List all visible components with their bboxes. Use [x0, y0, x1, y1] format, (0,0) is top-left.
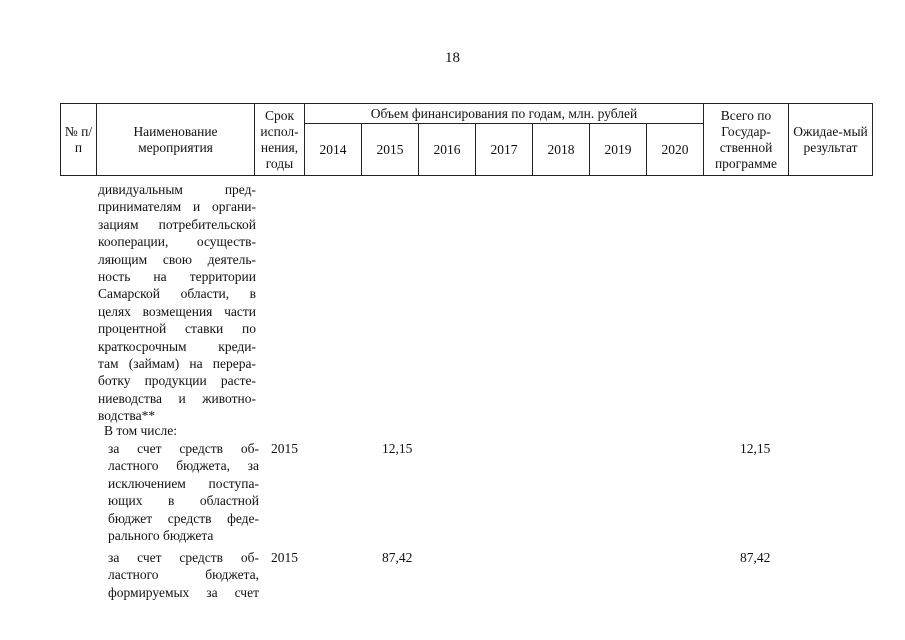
table-header: [60, 103, 873, 176]
row-2-year: 2015: [271, 550, 298, 565]
row-1-description: за счет средств об- ластного бюджета, за исключением поступа- ющих в областной бюджет средств феде- рального бюджета: [108, 441, 259, 544]
header-year: 2018: [533, 124, 590, 176]
row-1-year: 2015: [271, 441, 298, 456]
activity-description: дивидуальным пред- принимателям и органи- зациям потребительской кооперации, осуществ- ляющим свою деятель- ность на территории Самарской области, в целях возмещения части процентной ставки по краткосрочным креди- там (займам) на перера- ботку продукции расте- ниеводства и животно- водства**: [98, 182, 256, 424]
row-1-total: 12,15: [740, 441, 771, 456]
header-year: 2017: [476, 124, 533, 176]
row-1-value-2015: 12,15: [382, 441, 413, 456]
header-year: 2019: [590, 124, 647, 176]
header-total: Всего по Государ-ственной программе: [704, 104, 789, 176]
row-2-value-2015: 87,42: [382, 550, 413, 565]
header-name: Наименование мероприятия: [97, 104, 255, 176]
row-2-description: за счет средств об- ластного бюджета, формируемых за счет: [108, 550, 259, 600]
header-funding: Объем финансирования по годам, млн. рублей: [305, 104, 704, 124]
header-year: 2020: [647, 124, 704, 176]
header-result: Ожидае-мый результат: [789, 104, 873, 176]
header-year: 2014: [305, 124, 362, 176]
row-2-total: 87,42: [740, 550, 771, 565]
header-year: 2015: [362, 124, 419, 176]
including-label: В том числе:: [104, 423, 177, 438]
header-number: № п/п: [61, 104, 97, 176]
header-year: 2016: [419, 124, 476, 176]
page-number: 18: [445, 50, 460, 66]
header-term: Срок испол-нения, годы: [255, 104, 305, 176]
